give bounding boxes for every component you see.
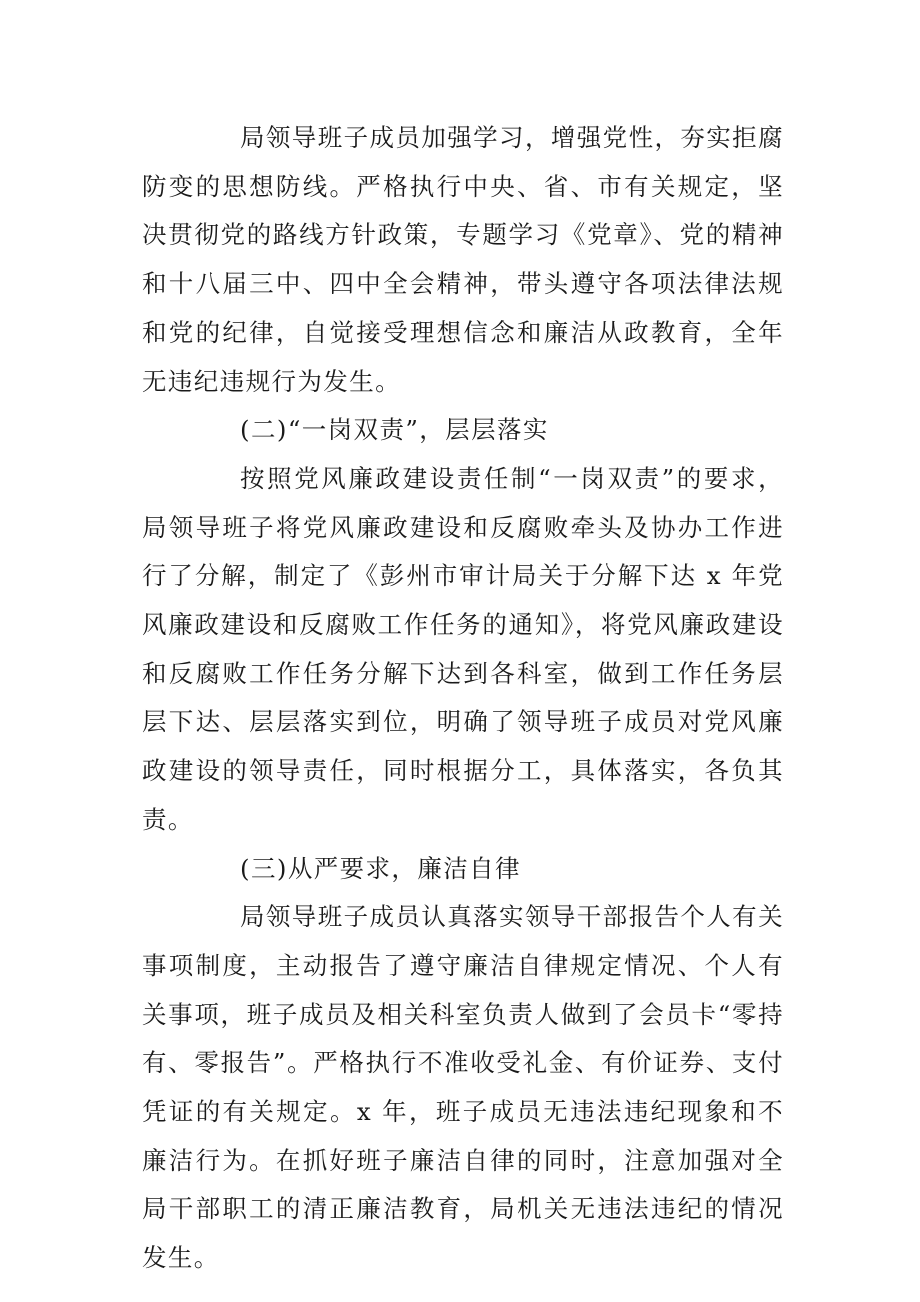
paragraph-self-discipline: 局领导班子成员认真落实领导干部报告个人有关事项制度，主动报告了遵守廉洁自律规定情况、个人有关事项，班子成员及相关科室负责人做到了会员卡“零持有、零报告”。严格执行不准收受礼金、有价证券、支付凭证的有关规定。x 年，班子成员无违法违纪现象和不廉洁行为。在抓好班子廉洁自律的同时，注意加强对全局干部职工的清正廉洁教育，局机关无违法违纪的情况发生。 [142,902,784,1273]
paragraph-responsibility: 按照党风廉政建设责任制“一岗双责”的要求，局领导班子将党风廉政建设和反腐败牵头及协办工作进行了分解，制定了《彭州市审计局关于分解下达 x 年党风廉政建设和反腐败工作任务的通知》，将党风廉政建设和反腐败工作任务分解下达到各科室，做到工作任务层层下达、层层落实到位，明确了领导班子成员对党风廉政建设的领导责任，同时根据分工，具体落实，各负其责。 [142,463,784,834]
document-body [142,114,784,1283]
section-heading-three: (三)从严要求，廉洁自律 [240,853,521,883]
paragraph-leadership-study: 局领导班子成员加强学习，增强党性，夯实拒腐防变的思想防线。严格执行中央、省、市有关规定，坚决贯彻党的路线方针政策，专题学习《党章》、党的精神和十八届三中、四中全会精神，带头遵守各项法律法规和党的纪律，自觉接受理想信念和廉洁从政教育，全年无违纪违规行为发生。 [142,123,784,396]
section-heading-two: (二)“一岗双责”，层层落实 [240,415,549,445]
